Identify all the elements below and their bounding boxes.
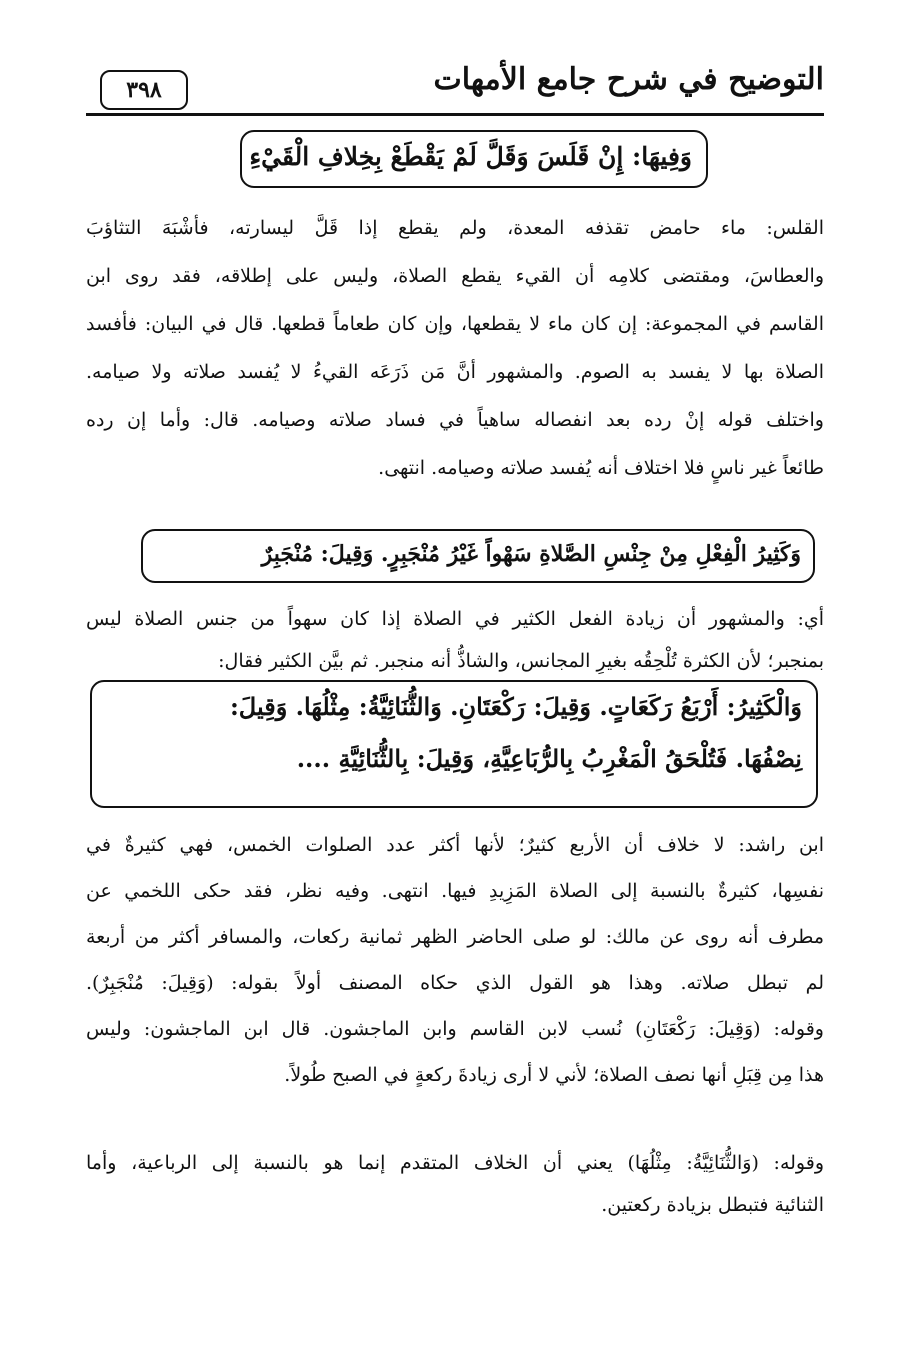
commentary-paragraph-3 bbox=[86, 822, 824, 1098]
text-line: الثنائية فتبطل بزيادة ركعتين. bbox=[601, 1194, 824, 1216]
matn-line: نِصْفُهَا. فَتُلْحَقُ الْمَغْرِبُ بِالرُّبَاعِيَّةِ، وَقِيلَ: بِالثُّنَائِيَّةِ .... bbox=[296, 744, 802, 773]
matn-line: وَالْكَثِيرُ: أَرْبَعُ رَكَعَاتٍ. وَقِيلَ: رَكْعَتَانِ. وَالثُّنَائِيَّةُ: مِثْلُهَا. وَقِيلَ: bbox=[229, 692, 802, 721]
header-rule bbox=[86, 113, 824, 116]
commentary-paragraph-1 bbox=[86, 204, 824, 492]
matn-box-1: وَفِيهَا: إِنْ قَلَسَ وَقَلَّ لَمْ يَقْطَعْ بِخِلافِ الْقَيْءِ bbox=[240, 130, 708, 188]
page-number: ٣٩٨ bbox=[100, 70, 188, 110]
commentary-paragraph-4 bbox=[86, 1142, 824, 1226]
text-line: القلس: ماء حامض تقذفه المعدة، ولم يقطع إذا قَلَّ ليسارته، فأشْبَهَ التثاؤبَ bbox=[86, 217, 824, 239]
text-line: والعطاسَ، ومقتضى كلامِه أن القيء يقطع الصلاة، وليس على إطلاقه، فقد روى ابن bbox=[86, 265, 824, 287]
page-header bbox=[86, 60, 824, 112]
text-line: نفسِها، كثيرةٌ بالنسبة إلى الصلاة المَزِيدِ فيها. انتهى. وفيه نظر، فقد حكى اللخمي عن bbox=[86, 880, 824, 902]
commentary-paragraph-2 bbox=[86, 598, 824, 682]
text-line: هذا مِن قِبَلِ أنها نصف الصلاة؛ لأني لا أرى زيادةَ ركعةٍ في الصبح طُولاً. bbox=[284, 1064, 824, 1086]
text-line: بمنجبر؛ لأن الكثرة تُلْحِقُه بغيرِ المجانس، والشاذُّ أنه منجبر. ثم بيَّن الكثير فقال: bbox=[218, 650, 824, 672]
text-line: ابن راشد: لا خلاف أن الأربع كثيرٌ؛ لأنها أكثر عدد الصلوات الخمس، فهي كثيرةٌ في bbox=[86, 834, 824, 856]
text-line: مطرف أنه روى عن مالك: لو صلى الحاضر الظهر ثمانية ركعات، والمسافر أكثر من أربعة bbox=[86, 926, 824, 948]
text-line: لم تبطل صلاته. وهذا هو القول الذي حكاه المصنف أولاً بقوله: (وَقِيلَ: مُنْجَبِرٌ). bbox=[86, 972, 824, 994]
text-line: أي: والمشهور أن زيادة الفعل الكثير في الصلاة إذا كان سهواً من جنس الصلاة ليس bbox=[86, 608, 824, 630]
text-line: الصلاة بها لا يفسد به الصوم. والمشهور أنَّ مَن ذَرَعَه القيءُ لا يُفسد صلاته ولا صيامه. bbox=[86, 361, 824, 383]
text-line: القاسم في المجموعة: إن كان ماء لا يقطعها، وإن كان طعاماً قطعها. قال في البيان: فأفسد bbox=[86, 313, 824, 335]
text-line: واختلف قوله إنْ رده بعد انفصاله ساهياً في فساد صلاته وصيامه. قال: وأما إن رده bbox=[86, 409, 824, 431]
running-title: التوضيح في شرح جامع الأمهات bbox=[433, 62, 824, 97]
text-line: وقوله: (وَالثُّنَائِيَّةُ: مِثْلُهَا) يعني أن الخلاف المتقدم إنما هو بالنسبة إلى الرباعية، وأما bbox=[86, 1152, 824, 1174]
matn-box-2: وَكَثِيرُ الْفِعْلِ مِنْ جِنْسِ الصَّلاةِ سَهْواً غَيْرُ مُنْجَبِرٍ. وَقِيلَ: مُنْجَبِرٌ bbox=[141, 529, 815, 583]
matn-box-3 bbox=[90, 680, 818, 808]
text-line: طائعاً غير ناسٍ فلا اختلاف أنه يُفسد صلاته وصيامه. انتهى. bbox=[378, 457, 824, 479]
text-line: وقوله: (وَقِيلَ: رَكْعَتَانِ) نُسب لابن القاسم وابن الماجشون. قال ابن الماجشون: وليس bbox=[86, 1018, 824, 1040]
